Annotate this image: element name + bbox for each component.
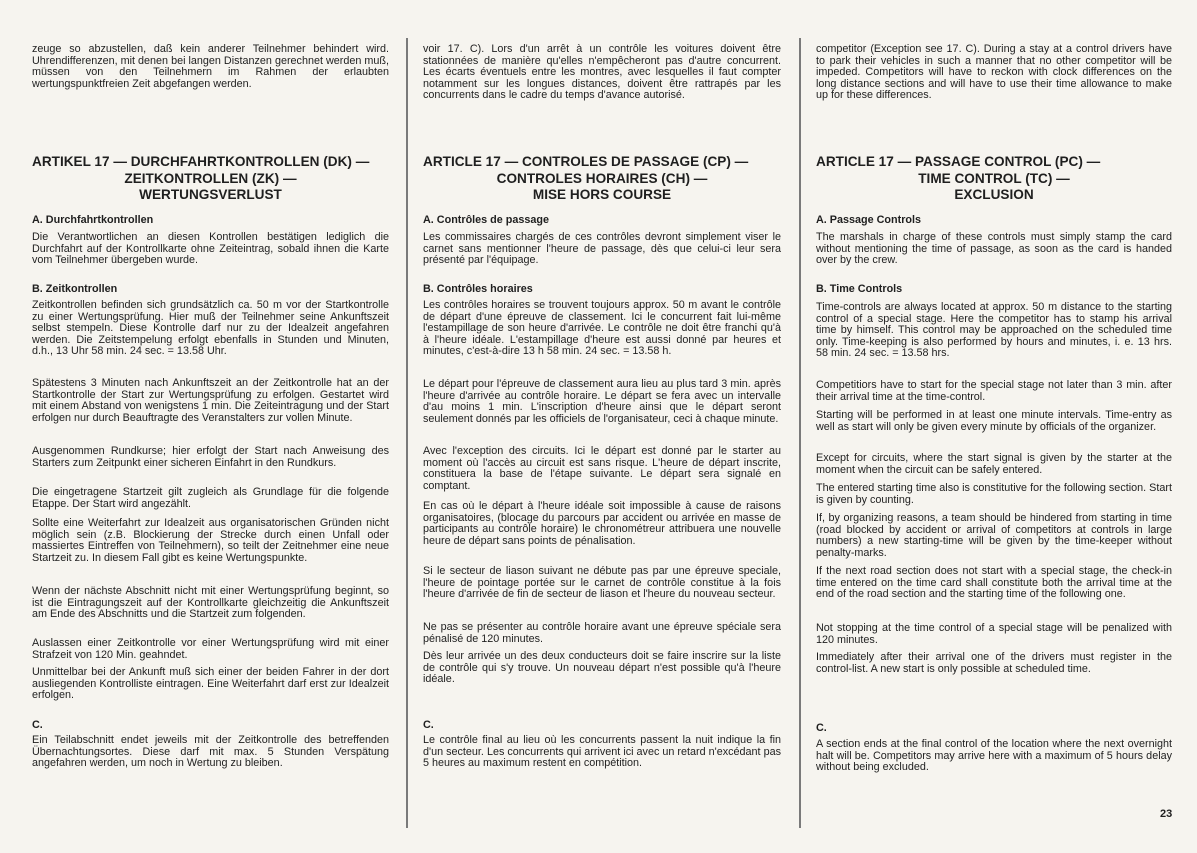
english-paragraph: Time-controls are always located at approx. 50 m distance to the starting control of a special stage. Here the competitor has to stamp his arrival time by himself. This control may be approached on the scheduled time only. Time-keeping is also performed by hours and minutes, i. e. 13 hrs. 58 min. 24 sec. = 13.58 hrs. — [816, 301, 1172, 360]
german-paragraph: Ausgenommen Rundkurse; hier erfolgt der Start nach Anweisung des Starters zum Zeitpunkt einer sicheren Einfahrt in den Rundkurs. — [32, 445, 389, 469]
french-paragraph: Avec l'exception des circuits. Ici le départ est donné par le starter au moment où l'accès au circuit est sans risque. L'heure de départ inscrite, constituera la base de l'étape suivante. Le départ sera signalé en comptant. — [423, 445, 781, 492]
german-paragraph: Spätestens 3 Minuten nach Ankunftszeit an der Zeitkontrolle hat an der Startkontrolle der Start zur Wertungsprüfung zu erfolgen. Gestartet wird mit einem Abstand von wenigstens 1 min. Die Zeiteintragung und der Start erfolgen nur durch Beauftragte des Veranstalters zur vollen Minute. — [32, 377, 389, 424]
german-intro: zeuge so abzustellen, daß kein anderer Teilnehmer behindert wird. Uhrendifferenzen, mit denen bei langen Distanzen gerechnet werden muß, müssen von den Teilnehmern im Rahmen der erlaubten wertungspunktfreien Zeit abgefangen werden. — [32, 43, 389, 90]
french-paragraph: Si le secteur de liason suivant ne débute pas par une épreuve speciale, l'heure de pointage portée sur le carnet de contrôle constitue à la fois l'heure d'arrivée de fin de secteur de liason et l'heure du nouveau secteur. — [423, 565, 781, 601]
german-section-c-heading: C. — [32, 719, 43, 731]
english-section-a-text: The marshals in charge of these controls must simply stamp the card without mentioning the time of passage, as soon as the card is handed over by the crew. — [816, 231, 1172, 267]
french-paragraph: Dès leur arrivée un des deux conducteurs doit se faire inscrire sur la liste de contrôle qui s'y trouve. Un nouveau départ n'est possible qu'à l'heure idéale. — [423, 650, 781, 686]
french-article-title: ARTICLE 17 — CONTROLES DE PASSAGE (CP) — CONTROLES HORAIRES (CH) — MISE HORS COURSE — [423, 154, 749, 202]
french-paragraph: Les contrôles horaires se trouvent toujours approx. 50 m avant le contrôle de départ d'une épreuve de classement. Ici le concurrent fait lui-même l'estampillage de son heure d'arrivée. Le contrôle ne doit être franchi qu'à à l'heure idéale. L'estampillage d'heure est aussi donné par heures et minutes, c'est-à-dire 13 h 58 min. 24 sec. = 13.58 h. — [423, 299, 781, 358]
french-intro: voir 17. C). Lors d'un arrêt à un contrôle les voitures doivent être stationnées de manière qu'elles n'empêcheront pas d'autre concurrent. Les écarts éventuels entre les montres, avec lesquelles il faut compter notamment sur les longues distances, doivent être rattrapés par les concurrents dans le cadre du temps d'avance autorisé. — [423, 43, 781, 102]
english-paragraph: If the next road section does not start with a special stage, the check-in time entered on the time card shall constitute both the arrival time at the end of the road section and the starting time of the following one. — [816, 565, 1172, 601]
french-section-b-heading: B. Contrôles horaires — [423, 283, 533, 295]
english-section-c-heading: C. — [816, 722, 827, 734]
english-intro: competitor (Exception see 17. C). During a stay at a control drivers have to park their vehicles in such a manner that no other competitor will be impeded. Competitors will have to reckon with clock differences on the long distance sections and will have to use their time allowance to make up for these differences. — [816, 43, 1172, 102]
german-paragraph: Unmittelbar bei der Ankunft muß sich einer der beiden Fahrer in der dort ausliegenden Kontrolliste eintragen. Eine Weiterfahrt darf erst zur Idealzeit erfolgen. — [32, 666, 389, 702]
german-section-a-text: Die Verantwortlichen an diesen Kontrollen bestätigen lediglich die Durchfahrt auf der Kontrollkarte ohne Zeiteintrag, sobald ihnen die Karte vom Teilnehmer übergeben wurde. — [32, 231, 389, 267]
page-number: 23 — [1160, 808, 1173, 820]
english-paragraph: Immediately after their arrival one of the drivers must register in the control-list. A new start is only possible at scheduled time. — [816, 651, 1172, 675]
english-paragraph: Starting will be performed in at least one minute intervals. Time-entry as well as start will only be given every minute by officials of the organizer. — [816, 409, 1172, 433]
french-paragraph: Le départ pour l'épreuve de classement aura lieu au plus tard 3 min. après l'heure d'arrivée au contrôle horaire. Le départ se fera avec un intervalle d'au moins 1 min. L'inscription d'heure ainsi que le départ seront seulement donnés par les officiels de l'organisateur, ceci à chaque minute. — [423, 378, 781, 425]
german-paragraph: Wenn der nächste Abschnitt nicht mit einer Wertungsprüfung beginnt, so ist die Eintragungszeit auf der Kontrollkarte gleichzeitig die Ankunftszeit am Ende des Abschnitts und die Startzeit zum folgenden. — [32, 585, 389, 621]
english-section-b-heading: B. Time Controls — [816, 283, 903, 295]
french-paragraph: En cas où le départ à l'heure idéale soit impossible à cause de raisons organisatoires, (blocage du parcours par accident ou arrivée en masse de participants au contrôle horaire) le chronométreur attribuera une nouvelle heure de départ sans points de pénalisation. — [423, 500, 781, 547]
french-paragraph: Ne pas se présenter au contrôle horaire avant une épreuve spéciale sera pénalisé de 120 minutes. — [423, 621, 781, 645]
english-section-c-text: A section ends at the final control of the location where the next overnight halt will be. Competitors may arrive here with a maximum of 5 hours delay without being excluded. — [816, 738, 1172, 774]
french-column — [423, 0, 781, 853]
english-column — [816, 0, 1172, 853]
german-section-a-heading: A. Durchfahrtkontrollen — [32, 214, 154, 226]
german-article-title: ARTIKEL 17 — DURCHFAHRTKONTROLLEN (DK) — ZEITKONTROLLEN (ZK) — WERTUNGSVERLUST — [32, 154, 370, 202]
french-section-a-text: Les commissaires chargés de ces contrôles devront simplement viser le carnet sans mentionner l'heure de passage, dès que celui-ci leur sera présenté par l'équipage. — [423, 231, 781, 267]
french-section-c-text: Le contrôle final au lieu où les concurrents passent la nuit indique la fin d'un secteur. Les concurrents qui arrivent ici avec un retard n'excédant pas 5 heures au maximum restent en compétition. — [423, 734, 781, 770]
column-divider — [406, 38, 408, 828]
german-section-b-heading: B. Zeitkontrollen — [32, 283, 118, 295]
english-paragraph: Except for circuits, where the start signal is given by the starter at the moment when the circuit can be safely entered. — [816, 452, 1172, 476]
german-column — [32, 0, 389, 853]
column-divider — [799, 38, 801, 828]
french-section-c-heading: C. — [423, 719, 434, 731]
german-section-c-text: Ein Teilabschnitt endet jeweils mit der Zeitkontrolle des betreffenden Übernachtungsortes. Diese darf mit max. 5 Stunden Verspätung angefahren werden, um noch in Wertung zu bleiben. — [32, 734, 389, 770]
german-paragraph: Sollte eine Weiterfahrt zur Idealzeit aus organisatorischen Gründen nicht möglich sein (z.B. Blockierung der Strecke durch einen Unfall oder massiertes Eintreffen von Teilnehmern), so teilt der Zeitnehmer eine neue Startzeit zu. In diesem Fall gibt es keine Wertungspunkte. — [32, 517, 389, 564]
english-paragraph: Not stopping at the time control of a special stage will be penalized with 120 minutes. — [816, 622, 1172, 646]
english-article-title: ARTICLE 17 — PASSAGE CONTROL (PC) — TIME CONTROL (TC) — EXCLUSION — [816, 154, 1101, 202]
english-section-a-heading: A. Passage Controls — [816, 214, 922, 226]
english-paragraph: Competitiors have to start for the special stage not later than 3 min. after their arrival time at the time-control. — [816, 379, 1172, 403]
english-paragraph: If, by organizing reasons, a team should be hindered from starting in time (road blocked by accident or arrival of competitors at controls in large numbers) a new starting-time will be given by the time-keeper without penalty-marks. — [816, 512, 1172, 559]
french-section-a-heading: A. Contrôles de passage — [423, 214, 549, 226]
english-paragraph: The entered starting time also is constitutive for the following section. Start is given by counting. — [816, 482, 1172, 506]
german-paragraph: Die eingetragene Startzeit gilt zugleich als Grundlage für die folgende Etappe. Der Start wird angezählt. — [32, 486, 389, 510]
german-paragraph: Zeitkontrollen befinden sich grundsätzlich ca. 50 m vor der Startkontrolle zu einer Wertungsprüfung. Hier muß der Teilnehmer seine Ankunftszeit selbst stempeln. Diese Kontrolle darf nur zu der Idealzeit angefahren werden. Die Zeitstempelung erfolgt ebenfalls in Stunden und Minuten, d.h., 13 Uhr 58 min. 24 sec. = 13.58 Uhr. — [32, 299, 389, 358]
german-paragraph: Auslassen einer Zeitkontrolle vor einer Wertungsprüfung wird mit einer Strafzeit von 120 Min. geahndet. — [32, 637, 389, 661]
